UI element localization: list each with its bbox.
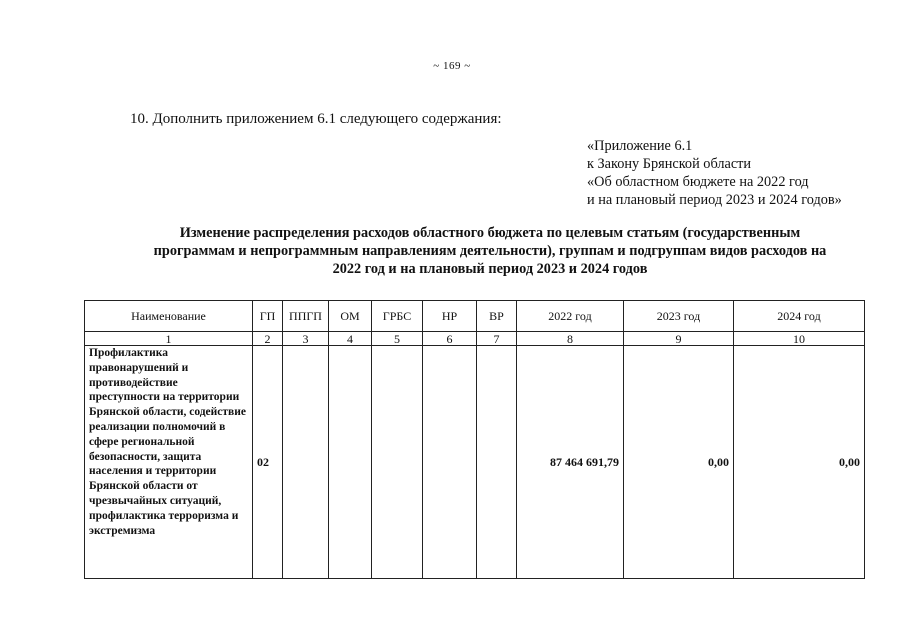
header-cell: ОМ [329, 301, 372, 332]
column-number: 10 [734, 332, 865, 346]
column-number-row [85, 332, 865, 346]
table-row [85, 346, 865, 579]
amount-2024: 0,00 [734, 346, 865, 579]
column-number: 4 [329, 332, 372, 346]
gp-code: 02 [253, 346, 283, 579]
appendix-line: к Закону Брянской области [587, 156, 752, 172]
column-number: 5 [372, 332, 423, 346]
amount-2022: 87 464 691,79 [517, 346, 624, 579]
amount-2023: 0,00 [624, 346, 734, 579]
appendix-reference [587, 137, 842, 209]
vr-code [477, 346, 517, 579]
appendix-line: и на плановый период 2023 и 2024 годов» [587, 192, 842, 208]
header-cell: ГРБС [372, 301, 423, 332]
nr-code [423, 346, 477, 579]
column-number: 6 [423, 332, 477, 346]
title-line: 2022 год и на плановый период 2023 и 2024 годов [332, 261, 648, 277]
column-number: 8 [517, 332, 624, 346]
header-cell: 2024 год [734, 301, 865, 332]
column-number: 9 [624, 332, 734, 346]
header-cell: ГП [253, 301, 283, 332]
header-cell: ППГП [283, 301, 329, 332]
document-title [120, 224, 860, 278]
header-cell: ВР [477, 301, 517, 332]
header-cell: НР [423, 301, 477, 332]
column-number: 2 [253, 332, 283, 346]
budget-table [84, 300, 865, 579]
appendix-line: «Приложение 6.1 [587, 138, 693, 154]
header-cell: 2023 год [624, 301, 734, 332]
column-number: 3 [283, 332, 329, 346]
appendix-line: «Об областном бюджете на 2022 год [587, 174, 809, 190]
title-line: Изменение распределения расходов областного бюджета по целевым статьям (государственным [179, 225, 801, 241]
title-line: программам и непрограммным направлениям деятельности), группам и подгруппам видов расходов на [153, 243, 827, 259]
program-name: Профилактика правонарушений и противодействие преступности на территории Брянской области, содействие реализации полномочий в сфере региональной безопасности, защита населения и территории Брянской области от чрезвычайных ситуаций, профилактика терроризма и экстремизма [85, 346, 253, 579]
column-number: 1 [85, 332, 253, 346]
page-number: ~ 169 ~ [433, 60, 471, 72]
column-number: 7 [477, 332, 517, 346]
grbs-code [372, 346, 423, 579]
header-cell: Наименование [85, 301, 253, 332]
header-row [85, 301, 865, 332]
ppgp-code [283, 346, 329, 579]
header-cell: 2022 год [517, 301, 624, 332]
om-code [329, 346, 372, 579]
instruction-text: 10. Дополнить приложением 6.1 следующего содержания: [130, 111, 502, 127]
